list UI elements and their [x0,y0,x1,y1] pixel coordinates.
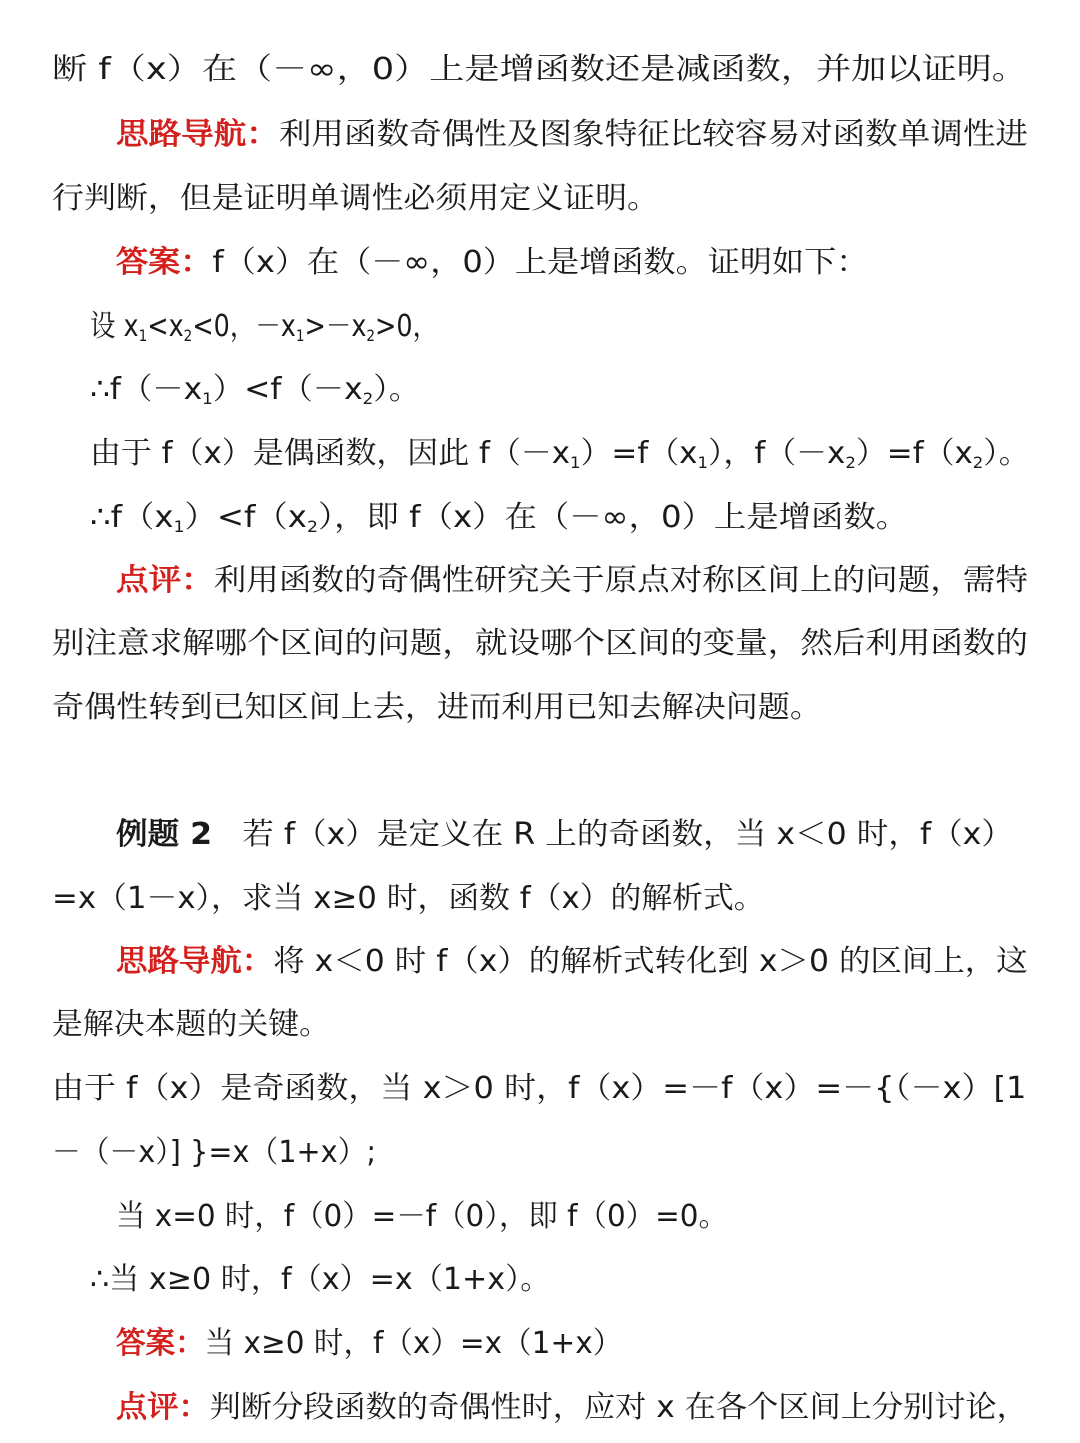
ex1-proof-step-3: 由于 f（x）是偶函数，因此 $f(-x_1)=f(x_1)$，$f(-x_2)=f(x_2)$。 [90,436,1030,472]
ex1-proof-step-1: 设 $x_1<x_2<0$，$-x_1>-x_2>0$， [90,309,439,345]
ex1-think-line-1 [116,113,1028,157]
ex2-think-text: 将 x＜0 时 f（x）的解析式转化到 x＞0 的区间上，这 [273,944,1028,979]
think-label: 思路导航： [116,117,279,152]
ex1-question-tail: 断 f（x）在（－∞，0）上是增函数还是减函数，并加以证明。 [52,52,1027,87]
ex2-comment-line-1 [116,1386,1028,1430]
ex1-proof-step-2: $\therefore f(-x_1)<f(-x_2)$。 [90,372,421,408]
ex2-solution-line-1: 由于 f（x）是奇函数，当 x＞0 时，f（x）=－f（x）=－{（－x）[1 [52,1071,1027,1106]
ex1-comment-line-1 [116,559,1028,603]
ex2-solution-line-2: －（－x）] }=x（1+x）; [52,1135,377,1170]
ex2-answer-line [116,1322,622,1366]
ex2-think-line-2: 是解决本题的关键。 [52,1007,330,1042]
ex2-answer-text: 当 x≥0 时，f（x）=x（1+x） [204,1326,623,1361]
ex1-think-line-2: 行判断，但是证明单调性必须用定义证明。 [52,181,659,216]
ex2-problem-line-1 [116,813,1013,857]
comment-label: 点评： [116,1390,210,1425]
ex1-comment-text: 利用函数的奇偶性研究关于原点对称区间上的问题，需特 [213,563,1028,598]
ex2-comment-text: 判断分段函数的奇偶性时，应对 x 在各个区间上分别讨论， [209,1390,1028,1425]
ex2-problem-line-2: =x（1－x），求当 x≥0 时，函数 f（x）的解析式。 [52,881,765,916]
ex1-think-text: 利用函数奇偶性及图象特征比较容易对函数单调性进 [278,117,1028,152]
ex2-solution-line-4: ∴当 x≥0 时，f（x）=x（1+x）。 [90,1262,551,1297]
ex2-problem-text: 若 f（x）是定义在 R 上的奇函数，当 x＜0 时，f（x） [242,817,1013,852]
comment-label: 点评： [116,563,214,598]
ex2-think-line-1 [116,940,1028,984]
answer-label: 答案： [116,245,213,280]
answer-label: 答案： [116,1326,205,1361]
example-title: 例题 2 [116,817,213,852]
ex1-answer-text: f（x）在（－∞，0）上是增函数。证明如下： [212,245,869,280]
ex1-comment-line-2: 别注意求解哪个区间的问题，就设哪个区间的变量，然后利用函数的 [52,626,1028,661]
think-label: 思路导航： [116,944,274,979]
ex1-comment-line-3: 奇偶性转到已知区间上去，进而利用已知去解决问题。 [52,690,822,725]
ex2-solution-line-3: 当 x=0 时，f（0）=－f（0），即 f（0）=0。 [116,1199,728,1234]
ex1-answer-line [116,241,868,285]
ex1-proof-step-4: $\therefore f(x_1)<f(x_2)$，即 f（x）在（－∞，0）上是增函数。 [90,500,909,536]
